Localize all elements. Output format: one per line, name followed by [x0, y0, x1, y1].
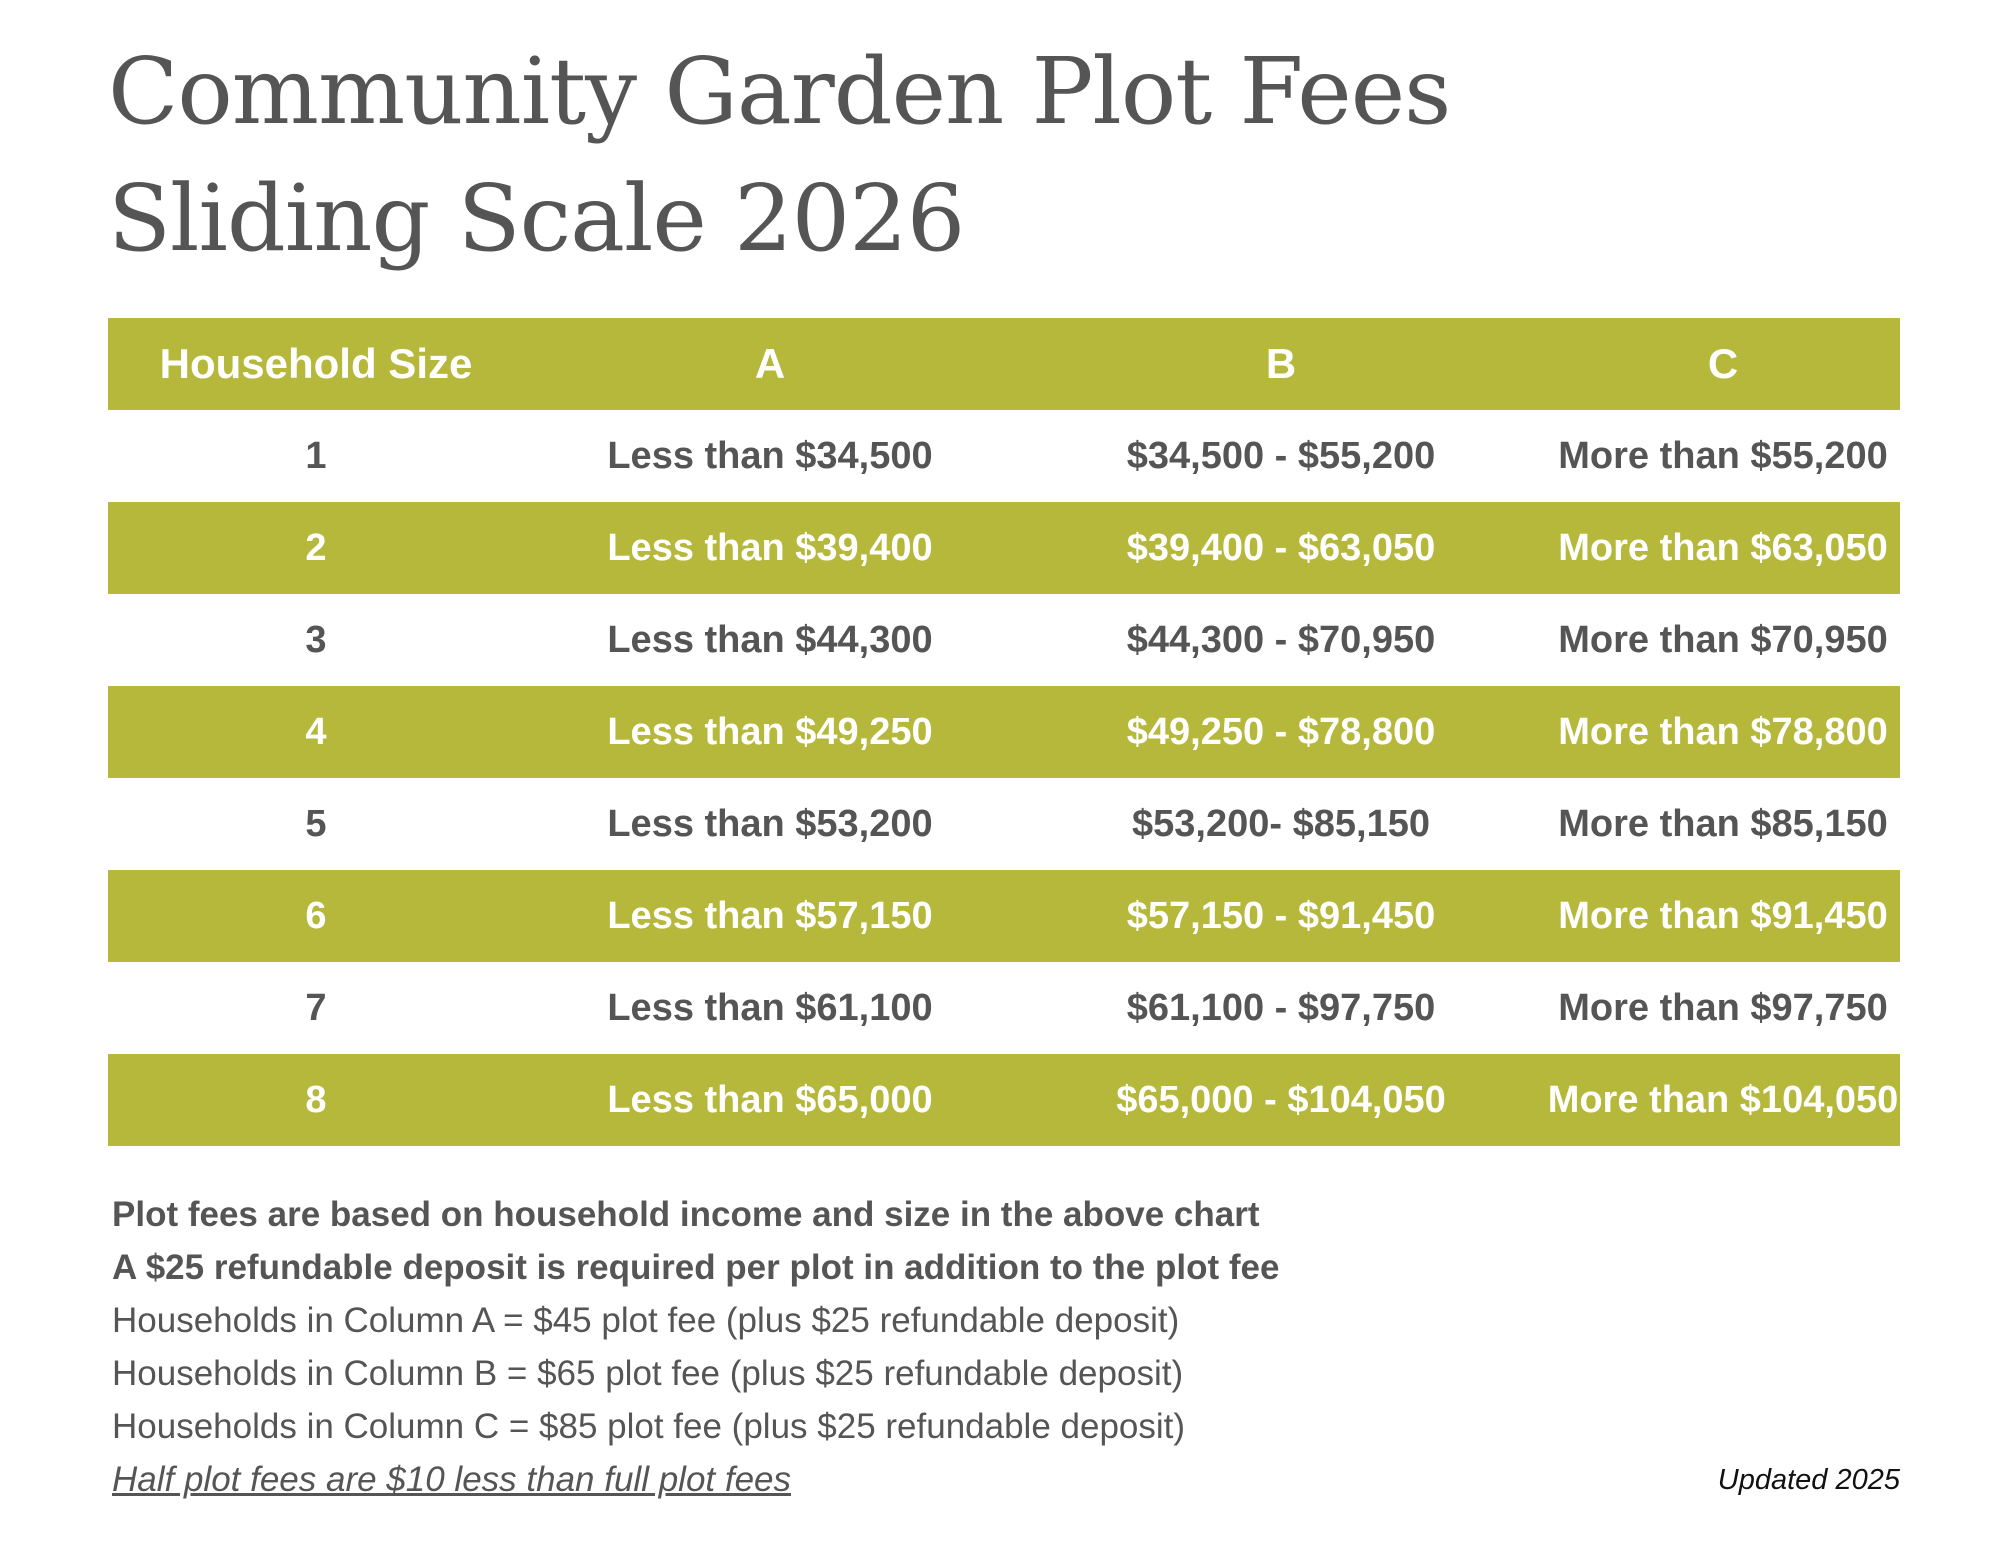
column-b-cell: $61,100 - $97,750 — [1126, 986, 1436, 1029]
column-c-cell: More than $97,750 — [1558, 986, 1888, 1029]
column-a-cell: Less than $49,250 — [607, 710, 933, 753]
column-b-cell: $44,300 - $70,950 — [1126, 618, 1436, 661]
column-c-cell: More than $55,200 — [1558, 434, 1888, 477]
note-deposit: A $25 refundable deposit is required per plot in addition to the plot fee — [112, 1248, 1280, 1287]
household-size-cell: 1 — [305, 434, 327, 477]
column-c-cell: More than $104,050 — [1547, 1078, 1899, 1121]
fee-table — [108, 318, 1900, 1146]
header-household-size: Household Size — [159, 340, 473, 387]
column-b-cell: $39,400 - $63,050 — [1126, 526, 1436, 569]
column-a-cell: Less than $39,400 — [607, 526, 933, 569]
household-size-cell: 3 — [305, 618, 327, 661]
table-row — [108, 778, 1900, 870]
table-row — [108, 686, 1900, 778]
column-b-cell: $49,250 - $78,800 — [1126, 710, 1436, 753]
column-c-cell: More than $85,150 — [1558, 802, 1888, 845]
column-c-cell: More than $78,800 — [1558, 710, 1888, 753]
household-size-cell: 7 — [305, 986, 327, 1029]
table-row — [108, 962, 1900, 1054]
column-a-cell: Less than $61,100 — [607, 986, 933, 1029]
household-size-cell: 8 — [305, 1078, 327, 1121]
column-c-cell: More than $63,050 — [1558, 526, 1888, 569]
header-column-c: C — [1707, 340, 1739, 387]
household-size-cell: 2 — [305, 526, 327, 569]
column-c-cell: More than $91,450 — [1558, 894, 1888, 937]
header-column-a: A — [754, 340, 786, 387]
table-row — [108, 410, 1900, 502]
column-b-cell: $65,000 - $104,050 — [1116, 1078, 1446, 1121]
column-b-cell: $53,200- $85,150 — [1132, 802, 1430, 845]
column-a-cell: Less than $57,150 — [607, 894, 933, 937]
column-a-cell: Less than $65,000 — [607, 1078, 933, 1121]
household-size-cell: 4 — [305, 710, 327, 753]
household-size-cell: 6 — [305, 894, 327, 937]
updated-label: Updated 2025 — [1717, 1464, 1900, 1496]
column-a-cell: Less than $44,300 — [607, 618, 933, 661]
table-row — [108, 870, 1900, 962]
column-a-cell: Less than $34,500 — [607, 434, 933, 477]
table-row — [108, 1054, 1900, 1146]
fee-notes — [112, 1188, 1512, 1506]
column-b-cell: $34,500 - $55,200 — [1126, 434, 1436, 477]
note-half-plot: Half plot fees are $10 less than full plot fees — [112, 1460, 792, 1499]
note-income-basis: Plot fees are based on household income and size in the above chart — [112, 1195, 1260, 1234]
header-column-b: B — [1265, 340, 1297, 387]
note-column-a-fee: Households in Column A = $45 plot fee (plus $25 refundable deposit) — [112, 1301, 1180, 1340]
note-column-c-fee: Households in Column C = $85 plot fee (plus $25 refundable deposit) — [112, 1407, 1186, 1446]
note-column-b-fee: Households in Column B = $65 plot fee (plus $25 refundable deposit) — [112, 1354, 1184, 1393]
page-title: Community Garden Plot Fees — [108, 38, 1451, 145]
column-c-cell: More than $70,950 — [1558, 618, 1888, 661]
table-header-row — [108, 318, 1900, 410]
column-b-cell: $57,150 - $91,450 — [1126, 894, 1436, 937]
page-subtitle: Sliding Scale 2026 — [108, 165, 965, 272]
table-row — [108, 594, 1900, 686]
household-size-cell: 5 — [305, 802, 327, 845]
table-row — [108, 502, 1900, 594]
column-a-cell: Less than $53,200 — [607, 802, 933, 845]
